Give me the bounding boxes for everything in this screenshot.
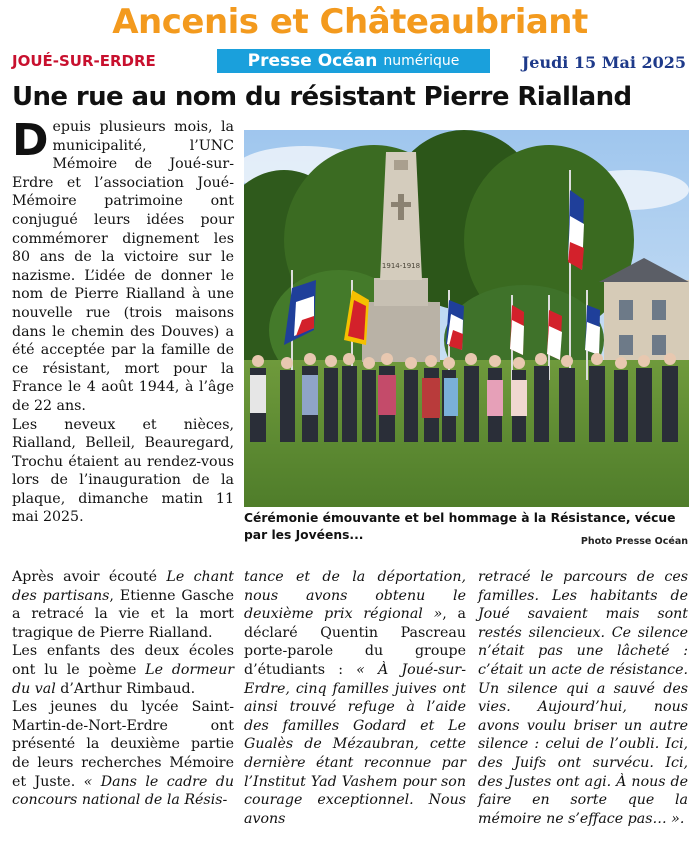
monument-years: 1914-1918 (381, 262, 421, 270)
drop-cap: D (12, 115, 49, 166)
location-label: JOUÉ-SUR-ERDRE (12, 52, 156, 70)
quote-2: « À Joué-sur-Erdre, cinq familles juives ont ainsi trouvé refuge à l’aide des familles Godard et Le Gualès de Mézaubran, cette dernière étant reconnue par l’Institut Yad Vashem pour son courage exceptionnel. Nous avons (244, 661, 467, 827)
paragraph-6 (244, 568, 466, 828)
p5-italic: « Dans le cadre du concours national de la Résis- (12, 773, 234, 809)
issue-date: Jeudi 15 Mai 2025 (521, 53, 686, 72)
p3-text-b: , Etienne Gasche a retracé la vie et la mort tragique de Pierre Rialland. (12, 587, 234, 641)
paragraph-1: epuis plusieurs mois, la municipalité, l’UNC Mémoire de Joué-sur-Erdre et l’association Joué-Mémoire patrimoine ont conjugué leurs idées pour commémorer dignement les 80 ans de la victoire sur le nazisme. L’idée de donner le nom de Pierre Rialland à une nouvelle rue (trois maisons dans le chemin des Douves) a été acceptée par la famille de ce résistant, mort pour la France le 4 août 1944, à l’âge de 22 ans. (12, 119, 234, 414)
ceremony-photo-illustration (244, 130, 689, 507)
p3-italic: Le chant des partisans (12, 569, 234, 604)
column-1-bottom (12, 568, 234, 810)
paragraph-5 (12, 698, 234, 810)
brand-subtitle: numérique (383, 53, 460, 69)
p4-text-a: Les enfants des deux écoles ont lu le poème (12, 643, 234, 678)
article-title: Une rue au nom du résistant Pierre Rialland (12, 82, 632, 112)
attribution-text: , a déclaré Quentin Pascreau porte-parole du groupe d’étudiants : (244, 606, 467, 678)
paragraph-2: Les neveux et nièces, Rialland, Belleil, Beauregard, Trochu étaient au rendez-vous lors de l’inauguration de la plaque, dimanche matin 11 mai 2025. (12, 416, 234, 526)
photo-caption: Cérémonie émouvante et bel hommage à la Résistance, vécue par les Jovéens... (244, 511, 676, 542)
brand-name: Presse Océan (247, 51, 378, 71)
quote-3: retracé le parcours de ces familles. Les habitants de Joué savaient mais sont restés silencieux. Ce silence n’était pas une lâcheté : c’était un acte de résistance. Un silence qui a sauvé des vies. Aujourd’hui, nous avons voulu briser un autre silence : celui de l’oubli. Ici, des Juifs ont survécu. Ici, des Justes ont agi. À nous de faire en sorte que la mémoire ne s’efface pas… ». (478, 569, 688, 827)
p5-text: Les jeunes du lycée Saint-Martin-de-Nort-Erdre ont présenté la deuxième partie de leurs recherches Mémoire et Juste. (12, 699, 234, 790)
newspaper-brand (217, 49, 490, 73)
photo-credit: Photo Presse Océan (580, 536, 688, 547)
paragraph-4 (12, 642, 234, 698)
p4-text-b: d’Arthur Rimbaud. (55, 680, 196, 697)
quote-1: tance et de la déportation, nous avons obtenu le deuxième prix régional » (244, 569, 466, 623)
column-1-top (12, 115, 234, 527)
column-2 (244, 568, 466, 828)
paragraph-7 (478, 568, 688, 828)
column-3 (478, 568, 688, 828)
ceremony-photo (244, 130, 689, 507)
edition-banner: Ancenis et Châteaubriant (112, 2, 588, 42)
p4-italic: Le dormeur du val (12, 661, 234, 697)
p3-text-a: Après avoir écouté (12, 569, 167, 585)
paragraph-3 (12, 568, 234, 642)
